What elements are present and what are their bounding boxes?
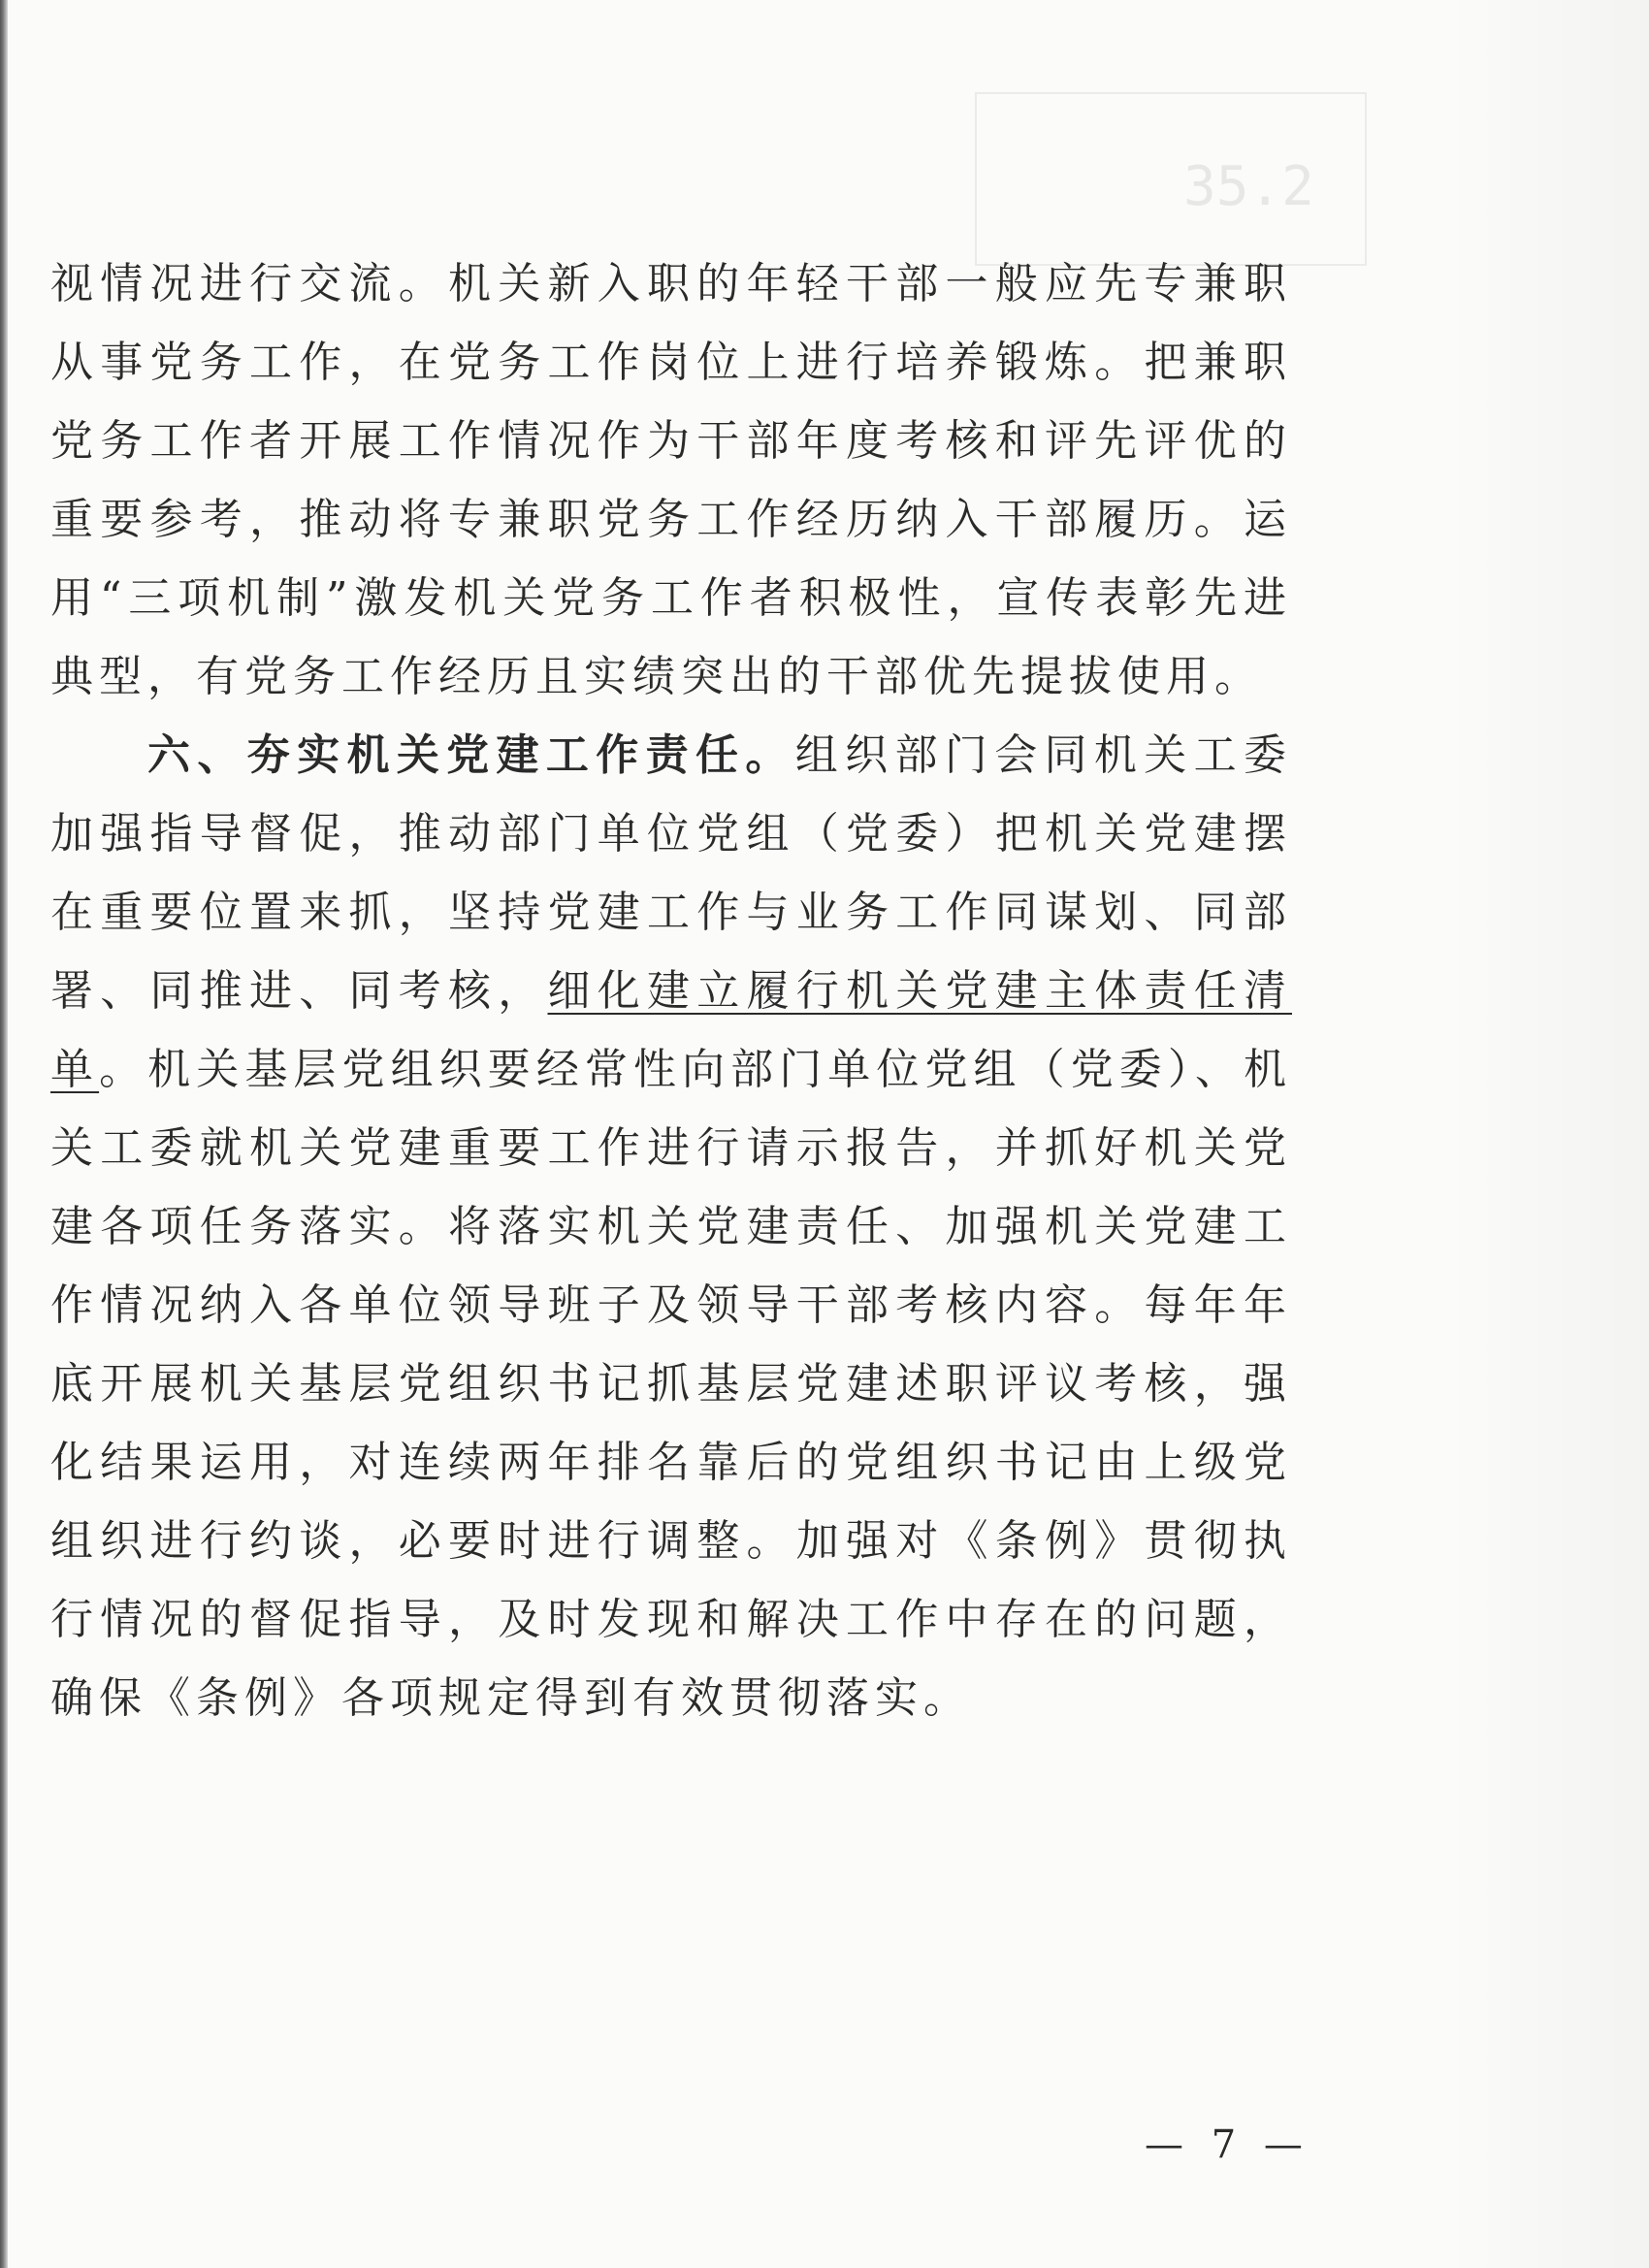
section-6-heading: 六、夯实机关党建工作责任。 (147, 730, 795, 780)
scan-edge (0, 0, 8, 2268)
section-6-text-a: 组织部门会同机关工委加强指导督促，推动部门单位党组（党委）把机关党建摆在重要位置来抓，坚持党建工作与业务工作同谋划、同部署、同推进、同考核， (50, 730, 1293, 1016)
paragraph-1: 视情况进行交流。机关新入职的年轻干部一般应先专兼职从事党务工作，在党务工作岗位上进行培养锻炼。把兼职党务工作者开展工作情况作为干部年度考核和评先评优的重要参考，推动将专兼职党务工作经历纳入干部履历。运用“三项机制”激发机关党务工作者积极性，宣传表彰先进典型，有党务工作经历且实绩突出的干部优先提拔使用。 (50, 259, 1292, 701)
section-6-underlined-phrase: 细化建立履行机关党建主体责任清单 (50, 966, 1292, 1094)
scan-shadow (1445, 0, 1649, 2268)
bleed-through-mark: 35.2 (1183, 155, 1314, 218)
section-6-text-b: 。机关基层党组织要经常性向部门单位党组（党委）、机关工委就机关党建重要工作进行请示报告，并抓好机关党建各项任务落实。将落实机关党建责任、加强机关党建工作情况纳入各单位领导班子及领导干部考核内容。每年年底开展机关基层党组织书记抓基层党建述职评议考核，强化结果运用，对连续两年排名靠后的党组织书记由上级党组织进行约谈，必要时进行调整。加强对《条例》贯彻执行情况的督促指导，及时发现和解决工作中存在的问题，确保《条例》各项规定得到有效贯彻落实。 (50, 1045, 1293, 1723)
page-number: — 7 — (1145, 2122, 1310, 2167)
document-body (50, 244, 1292, 1737)
paragraph-section-6 (50, 716, 1292, 1737)
